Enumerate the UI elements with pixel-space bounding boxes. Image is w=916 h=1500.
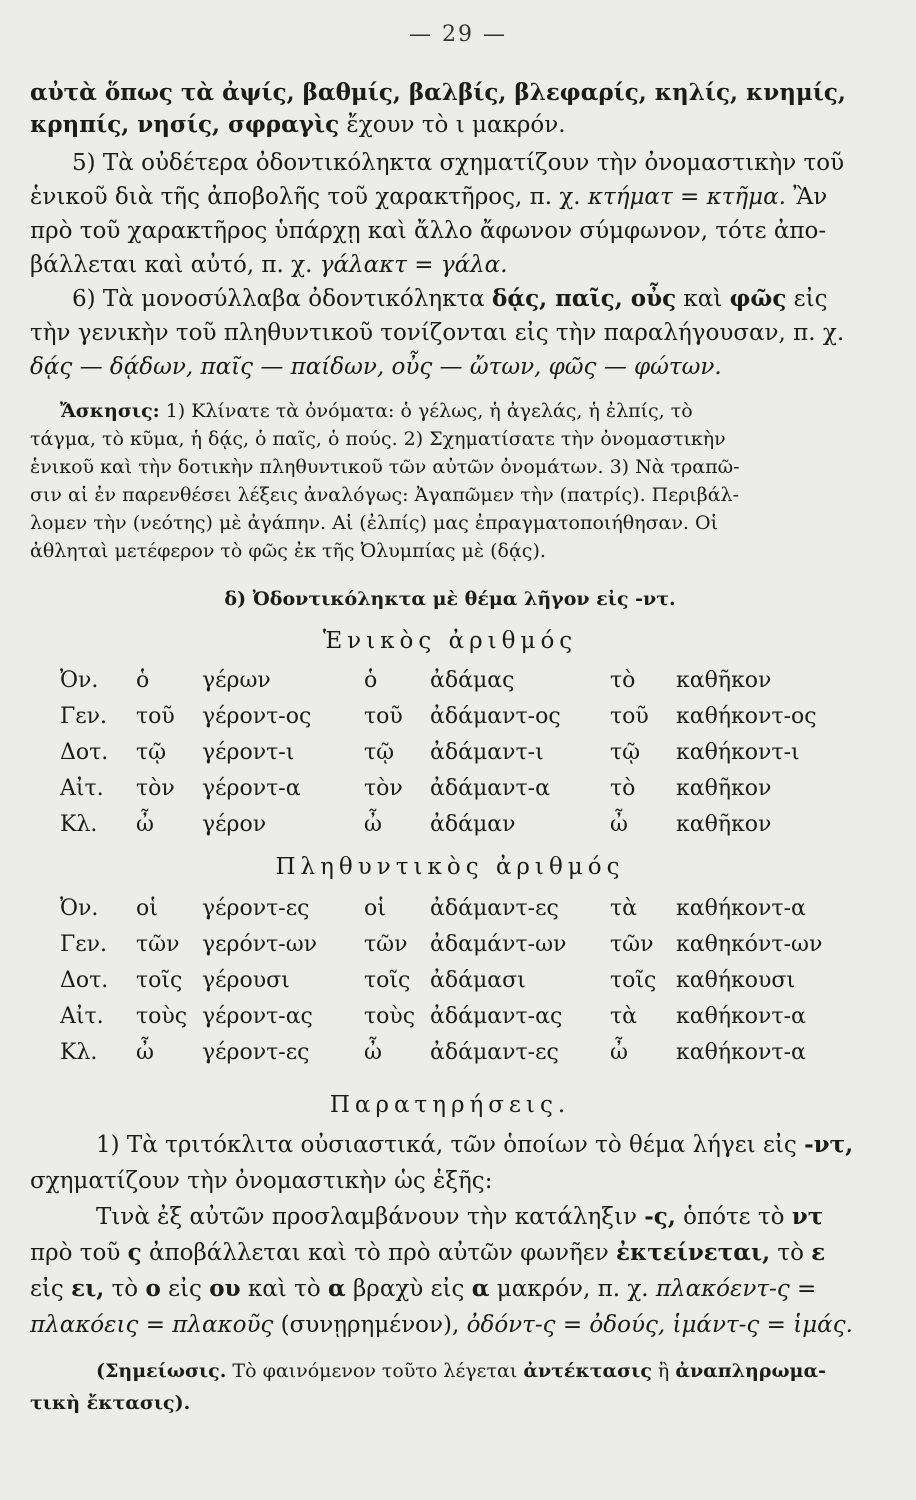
noun-form: καθήκοντ-α	[676, 1039, 806, 1065]
article: τὸ	[610, 775, 636, 801]
exercise-line-1: Ἄσκησις: 1) Κλίνατε τὰ ὀνόματα: ὁ γέλως, ἡ ἀγελάς, ἡ ἐλπίς, τὸ	[60, 400, 693, 422]
noun-form: ἀδάμας	[430, 667, 515, 693]
article: τοῦ	[136, 703, 175, 729]
intro-line-1: αὐτὰ ὅπως τὰ ἀψίς, βαθμίς, βαλβίς, βλεφαρίς, κηλίς, κνημίς,	[30, 79, 846, 106]
noun-form: καθήκοντ-ι	[676, 739, 800, 765]
note-line-1: (Σημείωσις. Τὸ φαινόμενον τοῦτο λέγεται ἀντέκτασις ἢ ἀναπληρωμα-	[96, 1360, 826, 1382]
case-label: Αἰτ.	[60, 1003, 104, 1029]
exercise-label: Ἄσκησις:	[60, 400, 160, 422]
para5-line-4: βάλλεται καὶ αὐτό, π. χ. γάλακτ = γάλα.	[30, 252, 508, 278]
noun-form: καθήκοντ-α	[676, 1003, 806, 1029]
table-row	[60, 770, 866, 806]
table-row	[60, 998, 866, 1034]
table-row	[60, 926, 866, 962]
article: τοὺς	[136, 1003, 188, 1029]
noun-form: καθῆκον	[676, 811, 772, 837]
table-row	[60, 806, 866, 842]
noun-form: γέροντ-ες	[202, 1039, 310, 1065]
noun-form: ἀδαμάντ-ων	[430, 931, 567, 957]
noun-form: καθῆκον	[676, 667, 772, 693]
noun-form: καθήκοντ-ος	[676, 703, 817, 729]
plural-heading: Πληθυντικὸς ἀριθμός	[275, 854, 625, 880]
case-label: Γεν.	[60, 703, 108, 729]
article: ὁ	[364, 667, 378, 693]
article: τῶν	[136, 931, 180, 957]
para6-line-2: τὴν γενικὴν τοῦ πληθυντικοῦ τονίζονται εἰς τὴν παραλήγουσαν, π. χ.	[30, 320, 845, 346]
observations-heading: Παρατηρήσεις.	[329, 1092, 571, 1118]
article: ὦ	[610, 811, 628, 837]
singular-heading: Ἑνικὸς ἀριθμός	[322, 628, 578, 654]
noun-form: γερόντ-ων	[202, 931, 318, 957]
article: ὦ	[364, 1039, 382, 1065]
article: τὰ	[610, 895, 638, 921]
noun-form: ἀδάμαντ-ος	[430, 703, 561, 729]
noun-form: ἀδάμαντ-ι	[430, 739, 544, 765]
noun-form: ἀδάμασι	[430, 967, 526, 993]
article: τῷ	[610, 739, 641, 765]
case-label: Δοτ.	[60, 739, 109, 765]
obs1-line-3: Τινὰ ἐξ αὐτῶν προσλαμβάνουν τὴν κατάληξιν -ς, ὁπότε τὸ ντ	[96, 1203, 824, 1230]
note-line-2: τικὴ ἔκτασις).	[30, 1392, 191, 1414]
noun-form: καθῆκον	[676, 775, 772, 801]
table-row	[60, 1034, 866, 1070]
article: τῶν	[610, 931, 654, 957]
noun-form: γέροντ-ι	[202, 739, 295, 765]
article: τοῦ	[364, 703, 403, 729]
noun-form: ἀδάμαντ-α	[430, 775, 550, 801]
article: τῷ	[136, 739, 167, 765]
case-label: Κλ.	[60, 811, 98, 837]
article: τῶν	[364, 931, 408, 957]
plural-declension-table	[60, 890, 866, 1070]
noun-form: ἀδάμαντ-ες	[430, 895, 559, 921]
exercise-line-3: ἑνικοῦ καὶ τὴν δοτικὴν πληθυντικοῦ τῶν αὐτῶν ὀνομάτων. 3) Νὰ τραπῶ-	[30, 456, 740, 478]
article: τὸν	[136, 775, 175, 801]
exercise-line-4: σιν αἱ ἐν παρενθέσει λέξεις ἀναλόγως: Ἀγαπῶμεν τὴν (πατρίς). Περιβάλ-	[30, 484, 739, 506]
singular-declension-table	[60, 662, 866, 842]
noun-form: γέρων	[202, 667, 271, 693]
table-row	[60, 962, 866, 998]
para6-line-1: 6) Τὰ μονοσύλλαβα ὀδοντικόληκτα δᾴς, παῖς, οὖς καὶ φῶς εἰς	[72, 285, 828, 312]
noun-form: γέρον	[202, 811, 267, 837]
obs1-line-5: εἰς ει, τὸ ο εἰς ου καὶ τὸ α βραχὺ εἰς α μακρόν, π. χ. πλακόεντ-ς =	[30, 1275, 817, 1302]
para5-line-3: πρὸ τοῦ χαρακτῆρος ὑπάρχῃ καὶ ἄλλο ἄφωνον σύμφωνον, τότε ἀπο-	[30, 218, 827, 244]
para5-line-2: ἑνικοῦ διὰ τῆς ἀποβολῆς τοῦ χαρακτῆρος, π. χ. κτήματ = κτῆμα. Ἂν	[30, 184, 828, 210]
noun-form: γέροντ-ας	[202, 1003, 313, 1029]
case-label: Γεν.	[60, 931, 108, 957]
table-row	[60, 662, 866, 698]
noun-form: ἀδάμαν	[430, 811, 516, 837]
section-title: δ) Ὀδοντικόληκτα μὲ θέμα λῆγον εἰς -ντ.	[224, 588, 676, 610]
article: οἱ	[136, 895, 158, 921]
para5-line-1: 5) Τὰ οὐδέτερα ὀδοντικόληκτα σχηματίζουν τὴν ὀνομαστικὴν τοῦ	[72, 150, 845, 176]
table-row	[60, 734, 866, 770]
noun-form: ἀδάμαντ-ες	[430, 1039, 559, 1065]
noun-form: ἀδάμαντ-ας	[430, 1003, 563, 1029]
para6-line-3: δᾴς — δᾴδων, παῖς — παίδων, οὖς — ὤτων, φῶς — φώτων.	[30, 354, 722, 380]
article: τοῖς	[610, 967, 657, 993]
exercise-line-6: ἀθληταὶ μετέφερον τὸ φῶς ἐκ τῆς Ὀλυμπίας μὲ (δᾴς).	[30, 540, 546, 562]
case-label: Αἰτ.	[60, 775, 104, 801]
article: τῷ	[364, 739, 395, 765]
noun-form: γέροντ-ες	[202, 895, 310, 921]
case-label: Δοτ.	[60, 967, 109, 993]
noun-form: γέρουσι	[202, 967, 290, 993]
obs1-line-1: 1) Τὰ τριτόκλιτα οὐσιαστικά, τῶν ὁποίων τὸ θέμα λήγει εἰς -ντ,	[96, 1131, 854, 1158]
article: τὸ	[610, 667, 636, 693]
noun-form: γέροντ-α	[202, 775, 301, 801]
case-label: Ὀν.	[60, 895, 99, 921]
article: τοῖς	[364, 967, 411, 993]
article: ὦ	[136, 1039, 154, 1065]
article: ὦ	[136, 811, 154, 837]
table-row	[60, 698, 866, 734]
page-number: — 29 —	[409, 22, 507, 47]
article: τὸν	[364, 775, 403, 801]
case-label: Ὀν.	[60, 667, 99, 693]
article: ὦ	[610, 1039, 628, 1065]
obs1-line-4: πρὸ τοῦ ς ἀποβάλλεται καὶ τὸ πρὸ αὐτῶν φωνῆεν ἐκτείνεται, τὸ ε	[30, 1239, 826, 1266]
article: τὰ	[610, 1003, 638, 1029]
article: τοὺς	[364, 1003, 416, 1029]
noun-form: καθηκόντ-ων	[676, 931, 823, 957]
obs1-line-6: πλακόεις = πλακοῦς (συνῃρημένον), ὀδόντ-ς = ὀδούς, ἱμάντ-ς = ἱμάς.	[30, 1312, 853, 1338]
table-row	[60, 890, 866, 926]
noun-form: καθήκουσι	[676, 967, 796, 993]
article: ὁ	[136, 667, 150, 693]
exercise-line-2: τάγμα, τὸ κῦμα, ἡ δᾴς, ὁ παῖς, ὁ πούς. 2) Σχηματίσατε τὴν ὀνομαστικὴν	[30, 428, 726, 450]
article: τοῦ	[610, 703, 649, 729]
exercise-line-5: λομεν τὴν (νεότης) μὲ ἀγάπην. Αἱ (ἐλπίς) μας ἐπραγματοποιήθησαν. Οἱ	[30, 512, 719, 534]
article: τοῖς	[136, 967, 183, 993]
noun-form: καθήκοντ-α	[676, 895, 806, 921]
intro-line-2: κρηπίς, νησίς, σφραγὶς ἔχουν τὸ ι μακρόν.	[30, 111, 566, 138]
case-label: Κλ.	[60, 1039, 98, 1065]
noun-form: γέροντ-ος	[202, 703, 312, 729]
article: οἱ	[364, 895, 386, 921]
obs1-line-2: σχηματίζουν τὴν ὀνομαστικὴν ὡς ἑξῆς:	[30, 1168, 493, 1194]
article: ὦ	[364, 811, 382, 837]
